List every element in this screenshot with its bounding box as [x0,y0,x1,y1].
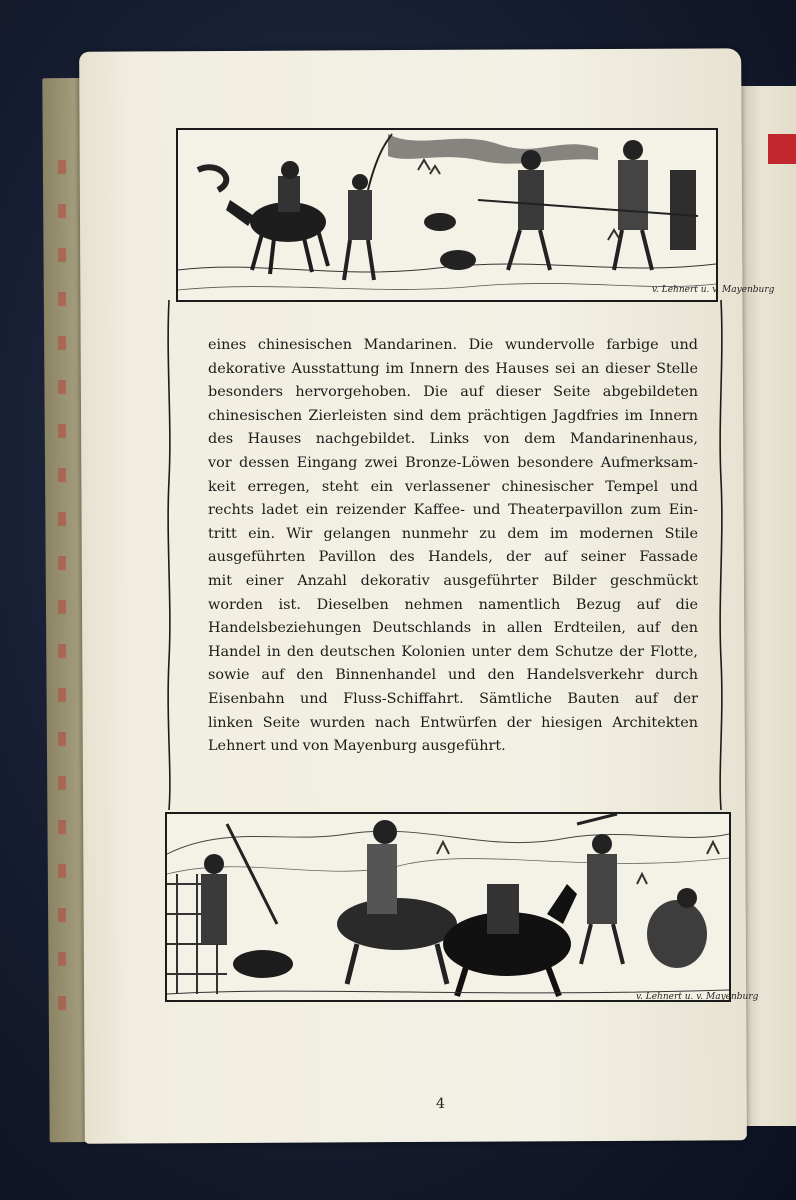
text-line: tritt ein. Wir gelangen nunmehr zu dem im modernen Stile [208,525,698,542]
bottom-frieze-illustration [165,812,731,1002]
cover-red-stripe [58,160,66,1040]
red-bookmark [768,134,796,164]
top-frieze-signature: v. Lehnert u. v. Mayenburg [652,285,775,295]
text-line: mit einer Anzahl dekorativ ausgeführter Bilder geschmückt [208,572,698,589]
text-line: Handelsbeziehungen Deutschlands in allen Erdteilen, auf den [208,620,698,637]
text-line: dekorative Ausstattung im Innern des Hauses sei an dieser Stelle [208,360,698,377]
text-line: Lehnert und von Mayenburg ausgeführt. [208,738,506,755]
text-line: Eisenbahn und Fluss-Schiffahrt. Sämtliche Bauten auf der [208,690,698,707]
bottom-frieze-signature: v. Lehnert u. v. Mayenburg [636,992,759,1002]
facing-page-edge [738,86,796,1126]
text-line: worden ist. Dieselben nehmen namentlich Bezug auf die [208,596,698,613]
top-frieze-illustration [176,128,718,302]
page-number: 4 [436,1096,445,1112]
text-line: besonders hervorgehoben. Die auf dieser Seite abgebildeten [208,384,698,401]
text-line: linken Seite wurden nach Entwürfen der hiesigen Architekten [208,714,698,731]
bottom-frieze-drawing [167,814,729,1000]
body-text [208,334,698,774]
text-line: rechts ladet ein reizender Kaffee- und Theaterpavillon zum Ein- [208,502,698,519]
text-line: vor dessen Eingang zwei Bronze-Löwen besondere Aufmerksam- [208,454,698,471]
right-frame-line [718,300,724,810]
top-frieze-drawing [178,130,716,300]
text-line: sowie auf den Binnenhandel und den Handelsverkehr durch [208,667,698,684]
text-line: chinesischen Zierleisten sind dem prächtigen Jagdfries im Innern [208,407,698,424]
text-line: eines chinesischen Mandarinen. Die wundervolle farbige und [208,337,698,353]
text-line: Handel in den deutschen Kolonien unter dem Schutze der Flotte, [208,643,698,660]
text-line: ausgeführten Pavillon des Handels, der auf seiner Fassade [208,549,698,566]
text-line: des Hauses nachgebildet. Links von dem Mandarinenhaus, [208,431,698,448]
left-frame-line [166,300,172,810]
text-line: keit erregen, steht ein verlassener chinesischer Tempel und [208,478,698,495]
